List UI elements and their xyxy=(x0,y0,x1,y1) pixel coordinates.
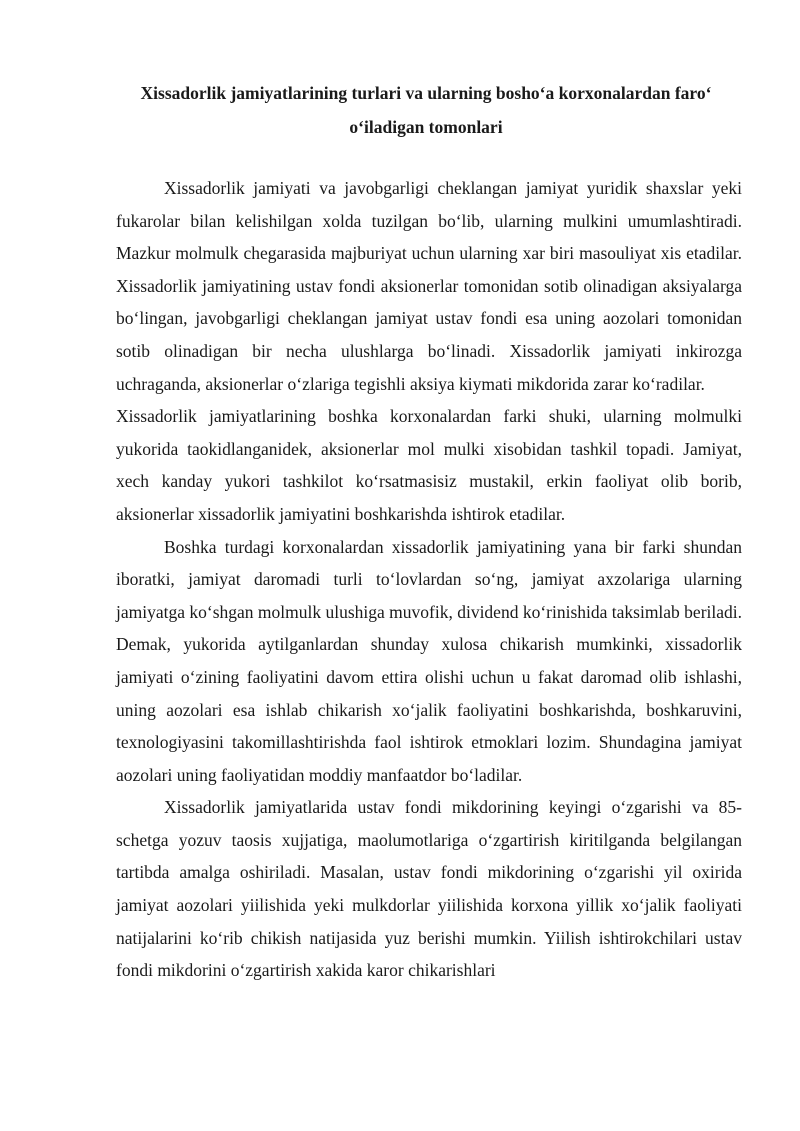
document-title: Xissadorlik jamiyatlarining turlari va ularning bosho‘a korxonalardan faro‘ o‘iladigan tomonlari xyxy=(140,83,712,137)
paragraph-1: Xissadorlik jamiyati va javobgarligi cheklangan jamiyat yuridik shaxslar yeki fukarolar bilan kelishilgan xolda tuzilgan bo‘lib, ularning mulkini umumlashtiradi. Mazkur molmulk chegarasida majburiyat uchun ularning xar biri masouliyat xis etadilar. Xissadorlik jamiyatining ustav fondi aksionerlar tomonidan sotib olinadigan aksiyalarga bo‘lingan, javobgarligi cheklangan jamiyat ustav fondi esa uning aozolari tomonidan sotib olinadigan bir necha ulushlarga bo‘linadi. Xissadorlik jamiyati inkirozga uchraganda, aksionerlar o‘zlariga tegishli aksiya kiymati mikdorida zarar ko‘radilar. xyxy=(116,178,742,394)
paragraph-4: Demak, yukorida aytilganlardan shunday xulosa chikarish mumkinki, xissadorlik jamiyati o‘zining faoliyatini davom ettira olishi uchun u fakat daromad olib ishlashi, uning aozolari esa ishlab chikarish xo‘jalik faoliyatini boshkarishda, boshkaruvini, texnologiyasini takomillashtirishda faol ishtirok etmoklari lozim. Shundagina jamiyat aozolari uning faoliyatidan moddiy manfaatdor bo‘ladilar. xyxy=(116,634,742,785)
paragraph-3: Boshka turdagi korxonalardan xissadorlik jamiyatining yana bir farki shundan iboratki, jamiyat daromadi turli to‘lovlardan so‘ng, jamiyat axzolariga ularning jamiyatga ko‘shgan molmulk ulushiga muvofik, dividend ko‘rinishida taksimlab beriladi. xyxy=(116,536,743,622)
paragraph-2: Xissadorlik jamiyatlarining boshka korxonalardan farki shuki, ularning molmulki yukorida taokidlanganidek, aksionerlar mol mulki xisobidan tashkil topadi. Jamiyat, xech kanday yukori tashkilot ko‘rsatmasisiz mustakil, erkin faoliyat olib borib, aksionerlar xissadorlik jamiyatini boshkarishda ishtirok etadilar. xyxy=(116,406,742,524)
paragraph-5: Xissadorlik jamiyatlarida ustav fondi mikdorining keyingi o‘zgarishi va 85-schetga yozuv taosis xujjatiga, maolumotlariga o‘zgartirish kiritilganda belgilangan tartibda amalga oshiriladi. Masalan, ustav fondi mikdorining o‘zgarishi yil oxirida jamiyat aozolari yiilishida yeki mulkdorlar yiilishida korxona yillik xo‘jalik faoliyati natijalarini ko‘rib chikish natijasida yuz berishi mumkin. Yiilish ishtirokchilari ustav fondi mikdorini o‘zgartirish xakida karor chikarishlari xyxy=(116,797,742,981)
document-body xyxy=(116,172,742,987)
